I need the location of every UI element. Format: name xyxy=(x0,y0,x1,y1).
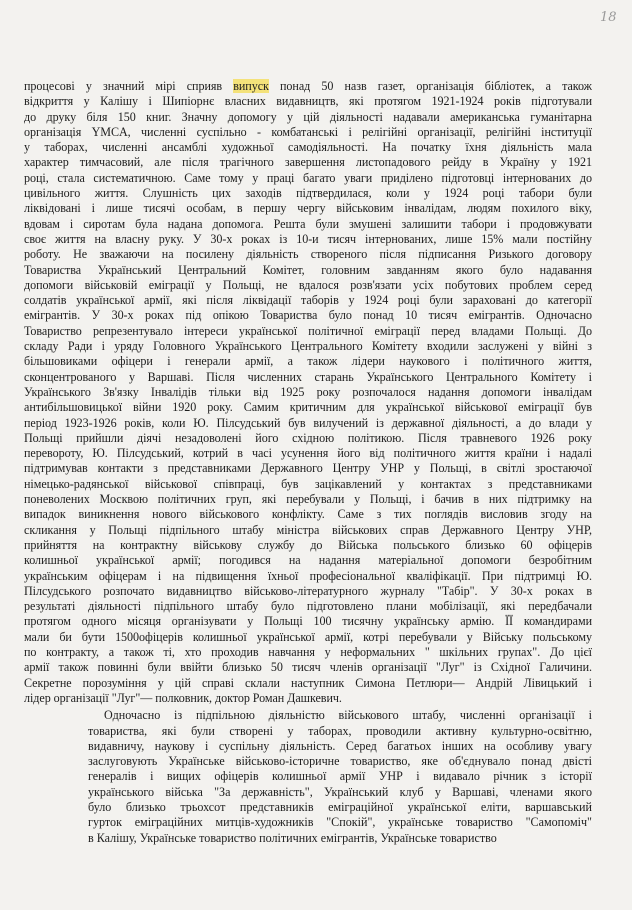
highlighted-word: випуск xyxy=(233,79,269,93)
text-line-16: емігрантів. У 30-х роках під опікою Товариства було понад 10 тисяч емігрантів. Одночасно xyxy=(24,308,592,323)
text-segment: процесові у значний мірі сприяв xyxy=(24,79,223,93)
text-line-17: Товариство репрезентувало інтереси української політичної еміграції перед владами Польщі. До xyxy=(24,323,592,338)
text-line-p2-1: Одночасно із підпільною діяльністю військового штабу, численні організації і xyxy=(104,708,592,723)
text-line-19: більшовиками офіцери і генерали армії, а також лідери наукового і політичного життя, xyxy=(24,354,592,369)
text-line-14: допомоги військовій еміграції у Польщі, не вдалося розв'язати усіх побутових проблем серед xyxy=(24,277,592,292)
text-line-p2-7: було близько трьохсот представників еміграційної української еліти, варшавський xyxy=(88,800,592,815)
text-line-3: до друку біля 150 книг. Значну допомогу у цій діяльності надавали американська гуманітарна xyxy=(24,109,592,124)
text-line-22: антибільшовицької війни 1920 року. Самим критичним для української військової еміграції був xyxy=(24,400,592,415)
text-line-35: результаті діяльності підпільного штабу було підготовлено плани мобілізації, які передбачали xyxy=(24,599,592,614)
text-line-38: по контракту, а також ті, хто проходив навчання у неформальних " шкільних групах". До цієї xyxy=(24,644,592,659)
text-line-p2-8: гурток еміграційних митців-художників "Спокій", українське товариство "Самопоміч" xyxy=(88,815,592,830)
text-line-p2-2: товариства, які були створені у таборах, проводили активну культурно-освітню, xyxy=(88,723,592,738)
text-line-p2-4: заслуговують Українське військово-історичне товариство, яке об'єднувало понад двісті xyxy=(88,754,592,769)
text-line-p2-5: генералів і вищих офіцерів колишньої армії УНР і видавало річник з історії xyxy=(88,769,592,784)
text-line-12: роботу. Не зважаючи на посилену діяльність створеного після підписання Ризького договору xyxy=(24,247,592,262)
text-line-26: підтримував контакти з представниками Державного Центру УНР у Польщі, в світлі зростаючої xyxy=(24,461,592,476)
text-line-41: лідер організації "Луг"— полковник, доктор Роман Дашкевич. xyxy=(24,690,342,705)
text-line-2: відкриття у Калішу і Шипіорнє власних видавництв, які протягом 1921-1924 років підготували xyxy=(24,94,592,109)
text-line-36: протягом одного місяця організувати у Польщі 100 тисячну українську армію. ЇЇ командирами xyxy=(24,614,592,629)
text-segment: понад 50 назв газет, організація бібліотек, а також xyxy=(279,79,592,93)
text-line-25: перевороту, Ю. Пілсудський, котрий в часі усунення його від політичного життя країни і надалі xyxy=(24,446,592,461)
text-line-11: своє життя на власну руку. У 30-х роках із 10-и тисяч інтернованих, лише 15% мали постійну xyxy=(24,231,592,246)
text-line-8: цивільного життя. Слушність цих заходів підтвердилася, коли у 1924 році табори були xyxy=(24,186,592,201)
text-line-p2-3: видавничу, наукову і суспільну діяльність. Серед багатьох інших на особливу увагу xyxy=(88,738,592,753)
text-line-20: сконцентрованого у Варшаві. Після численних старань Українського Центрального Комітету і xyxy=(24,369,592,384)
text-line-7: році, стала систематичною. Саме тому у праці багато уваги приділено підготовці інтернованих до xyxy=(24,170,592,185)
text-line-33: українським офіцерам і на підвищення їхньої професіональної кваліфікації. При підтримці Ю. xyxy=(24,568,592,583)
paragraph-1 xyxy=(24,79,592,706)
text-line-13: Товариства Український Центральний Комітет, головним завданням якого було надавання xyxy=(24,262,592,277)
text-line-5: у таборах, численні ансамблі художньої самодіяльності. На початку їхня діяльність мала xyxy=(24,140,592,155)
text-line-34: Пілсудського розпочато видавництво військово-літературного журналу "Табір". У 30-х роках в xyxy=(24,583,592,598)
text-line-6: характер тимчасовий, але після трагічного завершення листопадового рейду в Україну у 1921 xyxy=(24,155,592,170)
text-line-9: ліквідовані і лише тисячі особам, в першу чергу військовим інвалідам, людям похилого віку, xyxy=(24,201,592,216)
text-line-40: Секретне порозуміння у цій справі склали наступник Симона Петлюри— Андрій Лівицький і xyxy=(24,675,592,690)
text-line-p2-9: в Калішу, Українське товариство політичних емігрантів, Українське товариство xyxy=(88,830,497,845)
text-line-28: поневолених Москвою політичних груп, які перебували у Польщі, і бачив в них підтримку на xyxy=(24,492,592,507)
page-number: 18 xyxy=(600,10,617,25)
text-line-21: Українського Зв'язку Інвалідів тільки від 1925 року розпочалося надання допомоги інвалідам xyxy=(24,384,592,399)
text-line-24: Польщі прийшли діячі незадоволені його східною політикою. Після травневого 1926 року xyxy=(24,430,592,445)
paragraph-2 xyxy=(24,708,592,846)
text-line-18: складу Ради і уряду Головного Українського Центрального Комітету входили заслужені у війні з xyxy=(24,339,592,354)
text-line-4: організація YMCA, численні суспільно - комбатанські і релігійні організації, релігійні інституції xyxy=(24,124,592,139)
text-line-29: випадок виникнення нового військового конфлікту. Саме з тих поглядів висловив згоду на xyxy=(24,507,592,522)
text-line-27: німецько-радянської військової співпраці, був зацікавлений у контактах з представниками xyxy=(24,476,592,491)
text-line-32: колишньої української армії; погодився на надання матеріальної допомоги безробітним xyxy=(24,553,592,568)
text-line-1 xyxy=(24,79,592,94)
text-line-15: солдатів української армії, які після ліквідації таборів у 1924 році були зараховані до категорії xyxy=(24,293,592,308)
text-line-p2-6: українського війська "За державність", Український клуб у Варшаві, членами якого xyxy=(88,784,592,799)
text-line-23: період 1923-1926 років, коли Ю. Пілсудський був вилучений із державної діяльності, а до влади у xyxy=(24,415,592,430)
text-line-10: вдовам і сиротам була надана допомога. Решта були змушені залишити табори і продовжувати xyxy=(24,216,592,231)
text-line-31: прийняття на контрактну військову службу до Війська польського близько 60 офіцерів xyxy=(24,537,592,552)
text-line-37: мали би бути 1500офіцерів колишньої української армії, котрі перебували у Війську польському xyxy=(24,629,592,644)
text-line-30: скликання у Польщі підпільного штабу міністра військових справ Державного Центру УНР, xyxy=(24,522,592,537)
text-line-39: армії також повинні були ввійти близько 50 тисяч членів організації "Луг" із Східної Галичини. xyxy=(24,660,592,675)
